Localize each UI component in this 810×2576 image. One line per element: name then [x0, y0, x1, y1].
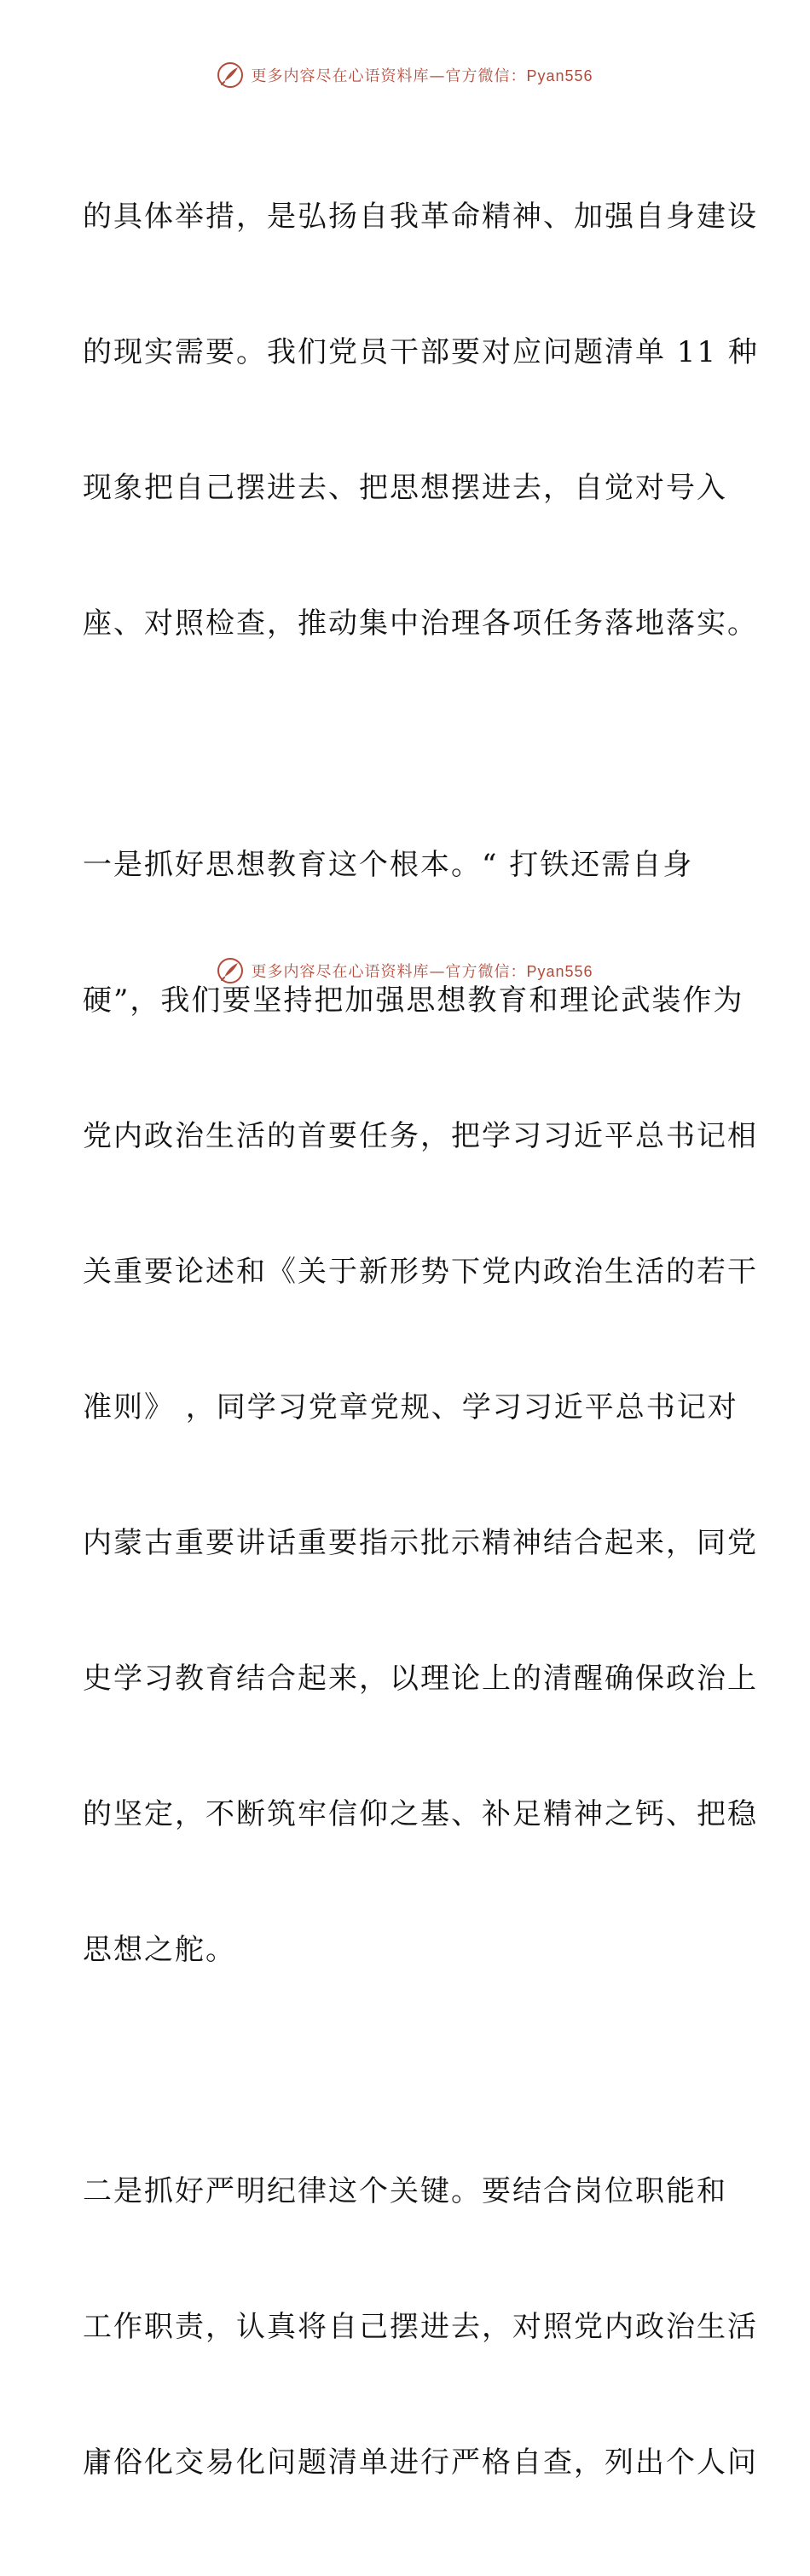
text-line: 一是抓好思想教育这个根本。“ 打铁还需自身	[83, 848, 694, 882]
paragraph-3	[83, 2079, 758, 2576]
watermark-text: 更多内容尽在心语资料库—官方微信：Pyan556	[251, 67, 593, 85]
watermark-wechat-id: Pyan556	[526, 963, 593, 980]
text-line: 工作职责，认真将自己摆进去，对照党内政治生活	[83, 2310, 758, 2344]
text-line: 的具体举措，是弘扬自我革命精神、加强自身建设	[83, 200, 758, 234]
text-line: 座、对照检查，推动集中治理各项任务落地落实。	[83, 606, 758, 641]
text-line: 庸俗化交易化问题清单进行严格自查，列出个人问	[83, 2445, 758, 2480]
text-line: 史学习教育结合起来，以理论上的清醒确保政治上	[83, 1662, 758, 1696]
text-line: 二是抓好严明纪律这个关键。要结合岗位职能和	[83, 2174, 727, 2208]
text-line: 现象把自己摆进去、把思想摆进去，自觉对号入	[83, 471, 727, 505]
page-header-watermark	[0, 61, 810, 89]
watermark-wechat-id: Pyan556	[526, 67, 593, 84]
document-body	[83, 104, 759, 2576]
watermark-text: 更多内容尽在心语资料库—官方微信：Pyan556	[251, 963, 593, 981]
page-footer-watermark	[0, 957, 810, 984]
paragraph-1	[83, 104, 759, 737]
text-line: 关重要论述和《关于新形势下党内政治生活的若干	[83, 1255, 758, 1289]
pen-feather-logo-icon	[217, 61, 244, 89]
text-line: 思想之舵。	[83, 1933, 236, 1967]
text-line: 内蒙古重要讲话重要指示批示精神结合起来，同党	[83, 1526, 758, 1560]
text-line: 准则》 ，同学习党章党规、学习习近平总书记对	[83, 1390, 738, 1424]
text-line: 的现实需要。我们党员干部要对应问题清单 11 种	[83, 335, 759, 369]
text-line: 党内政治生活的首要任务，把学习习近平总书记相	[83, 1119, 758, 1153]
text-line: 硬”，我们要坚持把加强思想教育和理论武装作为	[83, 983, 744, 1018]
pen-feather-logo-icon	[217, 957, 244, 984]
paragraph-2	[83, 752, 758, 2063]
text-line: 的坚定，不断筑牢信仰之基、补足精神之钙、把稳	[83, 1797, 758, 1831]
